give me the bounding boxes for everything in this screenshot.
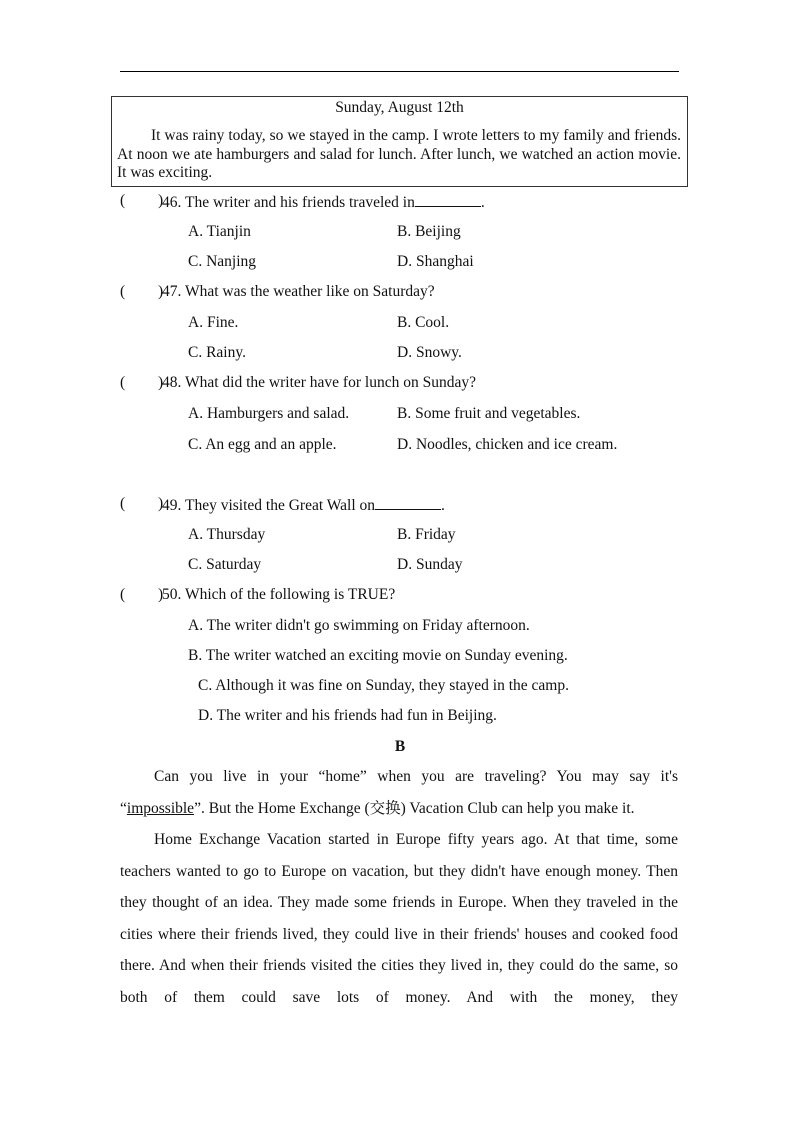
question-text-end: . [480, 194, 485, 211]
answer-blank [375, 495, 441, 510]
option-46-c: C. Nanjing [188, 253, 257, 270]
answer-paren-open: ( [120, 283, 126, 300]
option-49-a: A. Thursday [188, 526, 266, 543]
option-49-b: B. Friday [397, 526, 456, 543]
diary-date: Sunday, August 12th [335, 99, 464, 116]
answer-paren-close: ) [158, 495, 164, 512]
question-number: 47. [162, 283, 182, 300]
answer-paren-open: ( [120, 374, 126, 391]
question-number: 46. [162, 194, 182, 211]
question-stem [162, 283, 435, 301]
paragraph-1-text-end: ”. But the Home Exchange (交换) Vacation Club can help you make it. [194, 799, 635, 817]
underlined-word: impossible [126, 799, 195, 817]
option-48-c: C. An egg and an apple. [188, 436, 337, 453]
answer-paren-open: ( [120, 192, 126, 209]
diary-entry-box [111, 96, 688, 187]
option-47-a: A. Fine. [188, 314, 239, 331]
answer-paren-close: ) [158, 586, 164, 603]
question-number: 50. [162, 586, 182, 603]
option-47-d: D. Snowy. [397, 344, 462, 361]
option-46-a: A. Tianjin [188, 223, 251, 240]
option-46-d: D. Shanghai [397, 253, 474, 270]
option-48-b: B. Some fruit and vegetables. [397, 405, 581, 422]
section-heading: B [394, 738, 406, 755]
question-text: Which of the following is TRUE? [184, 586, 396, 603]
answer-paren-open: ( [120, 586, 126, 603]
option-50-d: D. The writer and his friends had fun in Beijing. [198, 707, 497, 724]
option-48-d: D. Noodles, chicken and ice cream. [397, 436, 618, 453]
question-text: What did the writer have for lunch on Sunday? [184, 374, 476, 391]
option-50-a: A. The writer didn't go swimming on Friday afternoon. [188, 617, 530, 634]
option-46-b: B. Beijing [397, 223, 461, 240]
question-stem [162, 374, 476, 392]
answer-paren-close: ) [158, 283, 164, 300]
answer-paren-close: ) [158, 374, 164, 391]
diary-body: It was rainy today, so we stayed in the camp. I wrote letters to my family and friends. At noon we ate hamburgers and salad for lunch. After lunch, we watched an action movie. It was exciting. [117, 127, 681, 181]
paragraph-1-text-start: Can you live in your “home” when you are traveling? You may say it's “ [120, 768, 678, 817]
option-50-c: C. Although it was fine on Sunday, they stayed in the camp. [198, 677, 569, 694]
top-rule [120, 71, 679, 72]
option-47-b: B. Cool. [397, 314, 450, 331]
question-text: The writer and his friends traveled in [184, 194, 415, 211]
option-49-c: C. Saturday [188, 556, 262, 573]
option-47-c: C. Rainy. [188, 344, 246, 361]
question-stem [162, 586, 395, 604]
question-stem [162, 495, 445, 515]
answer-blank [415, 192, 481, 207]
passage-paragraph-1 [120, 761, 678, 824]
answer-paren-open: ( [120, 495, 126, 512]
option-50-b: B. The writer watched an exciting movie on Sunday evening. [188, 647, 568, 664]
question-number: 48. [162, 374, 182, 391]
passage-paragraph-2 [120, 824, 678, 1013]
question-text: What was the weather like on Saturday? [184, 283, 435, 300]
question-text-end: . [441, 497, 445, 514]
question-text: They visited the Great Wall on [184, 497, 375, 514]
question-number: 49. [162, 497, 182, 514]
paragraph-2-text: Home Exchange Vacation started in Europe fifty years ago. At that time, some teachers wanted to go to Europe on vacation, but they didn't have enough money. Then they thought of an idea. They made some friends in Europe. When they traveled in the cities where their friends lived, they could live in their friends' houses and cooked food there. And when their friends visited the cities they lived in, they could do the same, so both of them could save lots of money. And with the money, they [120, 831, 678, 1006]
answer-paren-close: ) [158, 192, 164, 209]
option-48-a: A. Hamburgers and salad. [188, 405, 350, 422]
question-stem [162, 192, 485, 212]
option-49-d: D. Sunday [397, 556, 463, 573]
